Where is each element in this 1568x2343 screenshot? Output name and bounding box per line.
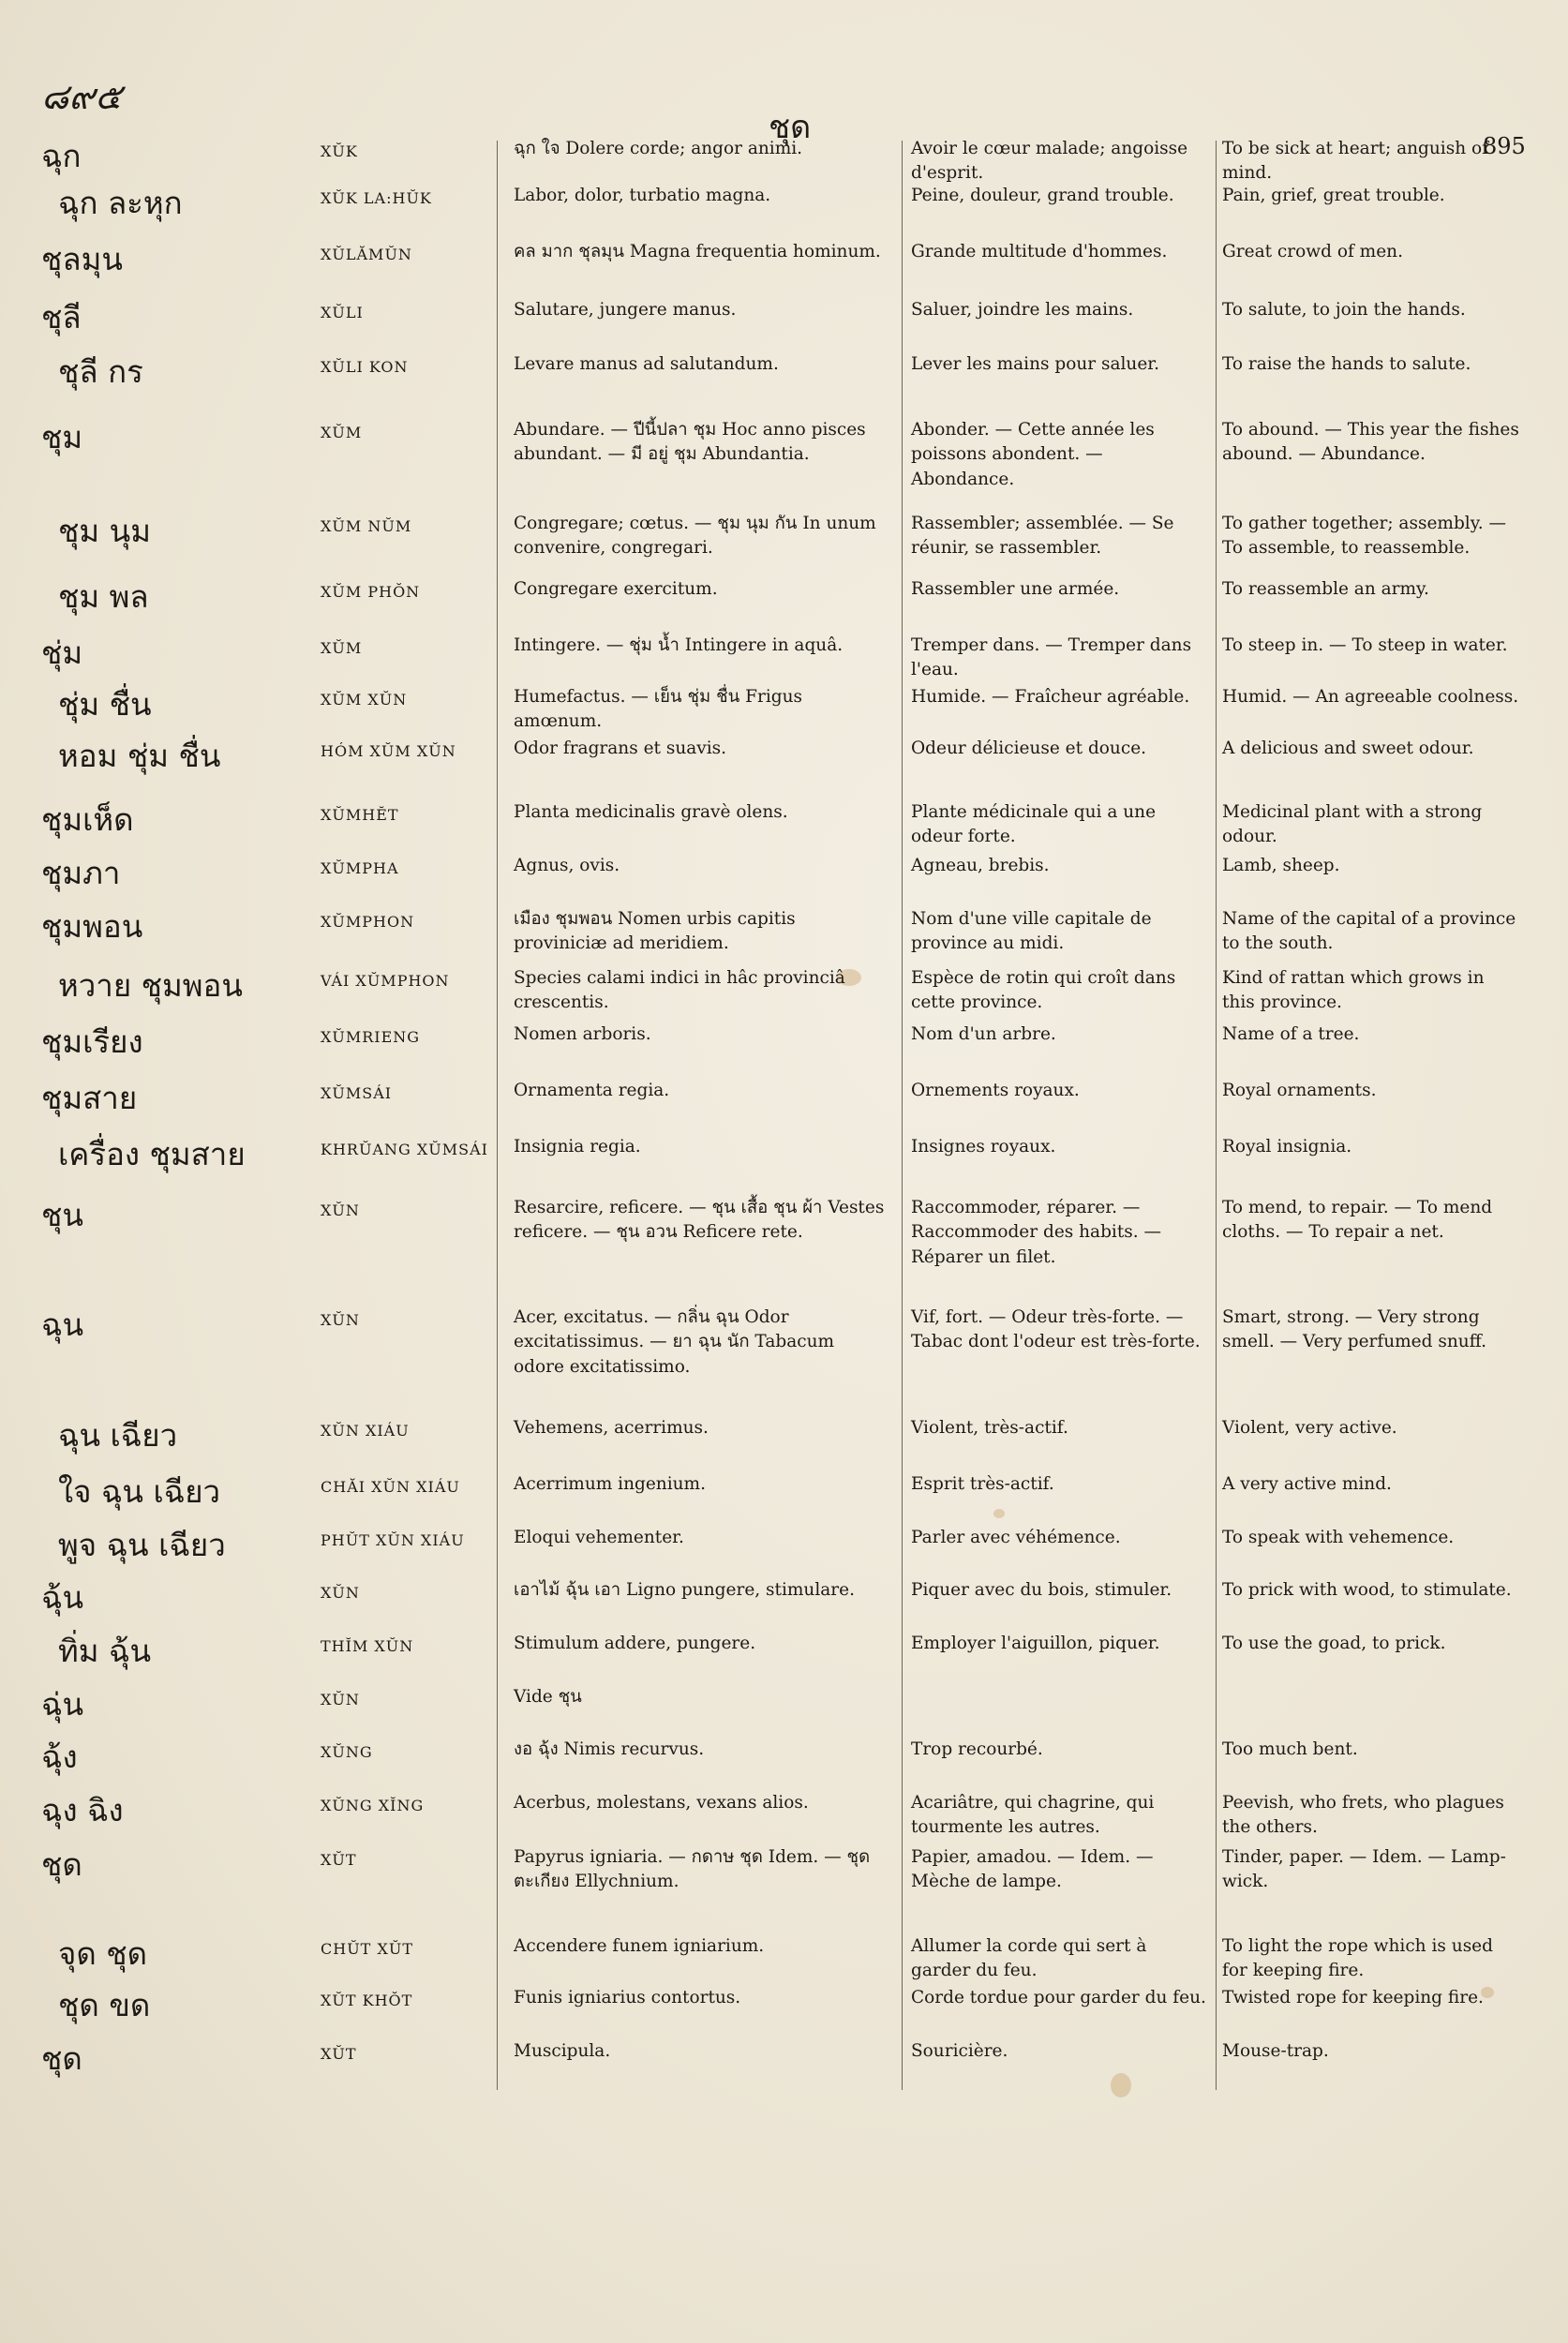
column-rule <box>497 141 498 2090</box>
latin-definition: Funis igniarius contortus. <box>514 1988 741 2007</box>
romanization: XŬMPHA <box>321 859 399 877</box>
thai-headword: ใจ ฉุน เฉียว <box>58 1473 221 1510</box>
thai-headword: ชุลมุน <box>41 241 123 277</box>
french-definition: Employer l'aiguillon, piquer. <box>911 1634 1160 1653</box>
thai-headword: ฉุ่น <box>41 1686 84 1723</box>
french-definition: Ornements royaux. <box>911 1081 1080 1100</box>
french-definition: Papier, amadou. — Idem. — Mèche de lampe. <box>911 1847 1154 1892</box>
latin-definition: Congregare exercitum. <box>514 579 718 599</box>
romanization: XŬN <box>321 1691 360 1709</box>
romanization: XŬT <box>321 2045 357 2063</box>
romanization: XŬLI KON <box>321 358 409 376</box>
english-definition: To gather together; assembly. — To assemble, to reassemble. <box>1222 514 1506 559</box>
thai-headword: ชุ่ม <box>41 634 83 671</box>
english-definition: Tinder, paper. — Idem. — Lamp-wick. <box>1222 1847 1506 1892</box>
english-definition: Pain, grief, great trouble. <box>1222 186 1445 205</box>
romanization: XŬLĂMŬN <box>321 246 412 263</box>
latin-definition: คล มาก ชุลมุน Magna frequentia hominum. <box>514 242 881 261</box>
thai-headword: ชุมเห็ด <box>41 801 134 838</box>
thai-headword: ชุ่ม ชื่น <box>58 686 152 723</box>
french-definition: Abonder. — Cette année les poissons abondent. — Abondance. <box>911 420 1155 489</box>
english-definition: Medicinal plant with a strong odour. <box>1222 802 1483 847</box>
english-definition: Royal ornaments. <box>1222 1081 1377 1100</box>
english-definition: Too much bent. <box>1222 1739 1358 1759</box>
english-definition: To be sick at heart; anguish of mind. <box>1222 139 1488 184</box>
romanization: VÁI XŬMPHON <box>321 972 450 990</box>
french-definition: Allumer la corde qui sert à garder du feu. <box>911 1936 1147 1981</box>
english-definition: Great crowd of men. <box>1222 242 1403 261</box>
romanization: XŬM <box>321 424 363 441</box>
romanization: CHĂI XŬN XIÁU <box>321 1478 460 1496</box>
thai-headword: จุด ชุด <box>58 1935 148 1972</box>
thai-headword: ชุมภา <box>41 855 121 891</box>
french-definition: Rassembler une armée. <box>911 579 1120 599</box>
latin-definition: Salutare, jungere manus. <box>514 300 737 320</box>
column-rule <box>902 141 903 2090</box>
english-definition: To abound. — This year the fishes abound. — Abundance. <box>1222 420 1519 465</box>
thai-headword: ฉุง ฉิง <box>41 1792 124 1828</box>
french-definition: Plante médicinale qui a une odeur forte. <box>911 802 1157 847</box>
french-definition: Rassembler; assemblée. — Se réunir, se rassembler. <box>911 514 1174 559</box>
romanization: XŬT KHŎT <box>321 1992 413 2009</box>
thai-page-number: ๘๙๕ <box>41 76 122 117</box>
latin-definition: Species calami indici in hâc provinciâ crescentis. <box>514 968 845 1013</box>
latin-definition: Papyrus igniaria. — กดาษ ชุด Idem. — ชุด ตะเกียง Ellychnium. <box>514 1847 871 1892</box>
french-definition: Vif, fort. — Odeur très-forte. — Tabac dont l'odeur est très-forte. <box>911 1307 1201 1352</box>
english-definition: Lamb, sheep. <box>1222 856 1340 875</box>
french-definition: Humide. — Fraîcheur agréable. <box>911 687 1190 707</box>
english-definition: Kind of rattan which grows in this province. <box>1222 968 1485 1013</box>
english-definition: Royal insignia. <box>1222 1137 1352 1157</box>
french-definition: Raccommoder, réparer. — Raccommoder des habits. — Réparer un filet. <box>911 1198 1162 1267</box>
english-definition: To salute, to join the hands. <box>1222 300 1466 320</box>
thai-headword: ฉุน <box>41 1306 84 1343</box>
foxing-spot <box>1111 2073 1131 2097</box>
romanization: XŬN XIÁU <box>321 1422 410 1440</box>
french-definition: Violent, très-actif. <box>911 1418 1068 1438</box>
thai-headword: ฉุ้ง <box>41 1739 78 1775</box>
thai-headword: ชุมสาย <box>41 1080 138 1116</box>
french-definition: Souricière. <box>911 2041 1008 2061</box>
french-definition: Corde tordue pour garder du feu. <box>911 1988 1206 2007</box>
latin-definition: Acerrimum ingenium. <box>514 1474 706 1494</box>
latin-definition: งอ ฉุ้ง Nimis recurvus. <box>514 1739 705 1759</box>
latin-definition: Odor fragrans et suavis. <box>514 739 727 758</box>
latin-definition: Agnus, ovis. <box>514 856 620 875</box>
french-definition: Parler avec véhémence. <box>911 1528 1121 1547</box>
romanization: XŬN <box>321 1584 360 1602</box>
english-definition: Smart, strong. — Very strong smell. — Very perfumed snuff. <box>1222 1307 1487 1352</box>
latin-definition: Humefactus. — เย็น ชุ่ม ชื่น Frigus amœnum. <box>514 687 803 732</box>
thai-headword: ชุม พล <box>58 578 149 615</box>
english-definition: To light the rope which is used for keeping fire. <box>1222 1936 1493 1981</box>
romanization: XŬN <box>321 1311 360 1329</box>
french-definition: Acariâtre, qui chagrine, qui tourmente les autres. <box>911 1793 1155 1838</box>
column-rule <box>1216 141 1217 2090</box>
english-definition: Name of the capital of a province to the south. <box>1222 909 1516 954</box>
thai-headword: ทิ่ม ฉุ้น <box>58 1633 152 1669</box>
romanization: XŬT <box>321 1851 357 1869</box>
romanization: XŬM XŬN <box>321 691 408 709</box>
latin-definition: Eloqui vehementer. <box>514 1528 684 1547</box>
english-definition: A very active mind. <box>1222 1474 1392 1494</box>
english-definition: Humid. — An agreeable coolness. <box>1222 687 1519 707</box>
french-definition: Avoir le cœur malade; angoisse d'esprit. <box>911 139 1188 184</box>
english-definition: To speak with vehemence. <box>1222 1528 1455 1547</box>
romanization: XŬMPHON <box>321 913 415 931</box>
english-definition: To raise the hands to salute. <box>1222 354 1471 374</box>
romanization: PHŬT XŬN XIÁU <box>321 1531 465 1549</box>
thai-headword: ฉุก ละหุก <box>58 185 183 221</box>
latin-definition: Planta medicinalis gravè olens. <box>514 802 788 822</box>
french-definition: Lever les mains pour saluer. <box>911 354 1159 374</box>
latin-definition: Insignia regia. <box>514 1137 641 1157</box>
romanization: XŬMHĔT <box>321 806 399 824</box>
french-definition: Agneau, brebis. <box>911 856 1050 875</box>
latin-definition: Vide ชุน <box>514 1687 582 1707</box>
running-header-word: ชุด <box>769 109 812 146</box>
romanization: XŬM <box>321 639 363 657</box>
thai-headword: ชุด <box>41 2040 82 2077</box>
latin-definition: Accendere funem igniarium. <box>514 1936 765 1956</box>
thai-headword: ฉุก <box>41 138 82 174</box>
english-definition: Violent, very active. <box>1222 1418 1397 1438</box>
romanization: XŬMRIENG <box>321 1028 421 1046</box>
latin-definition: เมือง ชุมพอน Nomen urbis capitis proviniciæ ad meridiem. <box>514 909 796 954</box>
latin-definition: Nomen arboris. <box>514 1024 651 1044</box>
english-definition: Twisted rope for keeping fire. <box>1222 1988 1484 2007</box>
romanization: XŬM PHŎN <box>321 583 421 601</box>
english-definition: To prick with wood, to stimulate. <box>1222 1580 1512 1600</box>
thai-headword: ชุม <box>41 419 83 455</box>
english-definition: Name of a tree. <box>1222 1024 1360 1044</box>
english-definition: To use the goad, to prick. <box>1222 1634 1446 1653</box>
french-definition: Trop recourbé. <box>911 1739 1043 1759</box>
latin-definition: Labor, dolor, turbatio magna. <box>514 186 771 205</box>
french-definition: Nom d'une ville capitale de province au midi. <box>911 909 1152 954</box>
latin-definition: Ornamenta regia. <box>514 1081 670 1100</box>
latin-definition: Vehemens, acerrimus. <box>514 1418 709 1438</box>
latin-definition: Abundare. — ปีนี้ปลา ชุม Hoc anno pisces abundant. — มี อยู่ ชุม Abundantia. <box>514 420 866 465</box>
thai-headword: ชุมพอน <box>41 908 143 945</box>
english-definition: To reassemble an army. <box>1222 579 1429 599</box>
thai-headword: ชุลี <box>41 299 82 336</box>
english-definition: To steep in. — To steep in water. <box>1222 635 1508 655</box>
romanization: XŬNG <box>321 1743 373 1761</box>
latin-definition: Resarcire, reficere. — ชุน เสื้อ ชุน ผ้า Vestes reficere. — ชุน อวน Reficere rete. <box>514 1198 885 1243</box>
english-definition: Peevish, who frets, who plagues the others. <box>1222 1793 1504 1838</box>
french-definition: Espèce de rotin qui croît dans cette province. <box>911 968 1176 1013</box>
romanization: XŬM NŬM <box>321 517 412 535</box>
french-definition: Odeur délicieuse et douce. <box>911 739 1147 758</box>
french-definition: Grande multitude d'hommes. <box>911 242 1168 261</box>
thai-headword: ฉุน เฉียว <box>58 1417 178 1454</box>
french-definition: Insignes royaux. <box>911 1137 1056 1157</box>
french-definition: Esprit très-actif. <box>911 1474 1054 1494</box>
romanization: KHRŬANG XŬMSÁI <box>321 1141 488 1158</box>
foxing-spot <box>993 1509 1005 1518</box>
thai-headword: ชุม นุม <box>58 513 151 549</box>
thai-headword: ชุลี กร <box>58 353 143 390</box>
latin-definition: Acerbus, molestans, vexans alios. <box>514 1793 809 1813</box>
french-definition: Saluer, joindre les mains. <box>911 300 1134 320</box>
latin-definition: เอาไม้ ฉุ้น เอา Ligno pungere, stimulare. <box>514 1580 855 1600</box>
thai-headword: หวาย ชุมพอน <box>58 967 243 1004</box>
romanization: CHŬT XŬT <box>321 1940 413 1958</box>
french-definition: Tremper dans. — Tremper dans l'eau. <box>911 635 1192 680</box>
romanization: XŬLI <box>321 304 364 321</box>
thai-headword: ชุน <box>41 1197 83 1233</box>
latin-definition: Muscipula. <box>514 2041 611 2061</box>
french-definition: Piquer avec du bois, stimuler. <box>911 1580 1172 1600</box>
romanization: XŬK LA:HŬK <box>321 189 432 207</box>
latin-definition: Levare manus ad salutandum. <box>514 354 779 374</box>
french-definition: Nom d'un arbre. <box>911 1024 1056 1044</box>
page-number: 895 <box>1483 133 1526 159</box>
thai-headword: ชุมเรียง <box>41 1023 143 1060</box>
latin-definition: Acer, excitatus. — กลิ่น ฉุน Odor excitatissimus. — ยา ฉุน นัก Tabacum odore excitatissimo. <box>514 1307 835 1377</box>
latin-definition: ฉุก ใจ Dolere corde; angor animi. <box>514 139 803 158</box>
latin-definition: Intingere. — ชุ่ม น้ำ Intingere in aquâ. <box>514 635 844 655</box>
thai-headword: ชุด ขด <box>58 1987 151 2023</box>
english-definition: A delicious and sweet odour. <box>1222 739 1474 758</box>
thai-headword: ชุด <box>41 1846 82 1883</box>
latin-definition: Stimulum addere, pungere. <box>514 1634 756 1653</box>
romanization: XŬN <box>321 1201 360 1219</box>
thai-headword: พูจ ฉุน เฉียว <box>58 1527 226 1563</box>
thai-headword: ฉุ้น <box>41 1579 84 1616</box>
romanization: HÓM XŬM XŬN <box>321 742 456 760</box>
romanization: THĬM XŬN <box>321 1637 414 1655</box>
romanization: XŬNG XĬNG <box>321 1797 425 1814</box>
thai-headword: หอม ชุ่ม ชื่น <box>58 738 221 774</box>
romanization: XŬK <box>321 142 358 160</box>
english-definition: Mouse-trap. <box>1222 2041 1329 2061</box>
latin-definition: Congregare; cœtus. — ชุม นุม กัน In unum convenire, congregari. <box>514 514 876 559</box>
thai-headword: เครื่อง ชุมสาย <box>58 1136 246 1172</box>
french-definition: Peine, douleur, grand trouble. <box>911 186 1174 205</box>
romanization: XŬMSÁI <box>321 1084 393 1102</box>
english-definition: To mend, to repair. — To mend cloths. — To repair a net. <box>1222 1198 1493 1243</box>
